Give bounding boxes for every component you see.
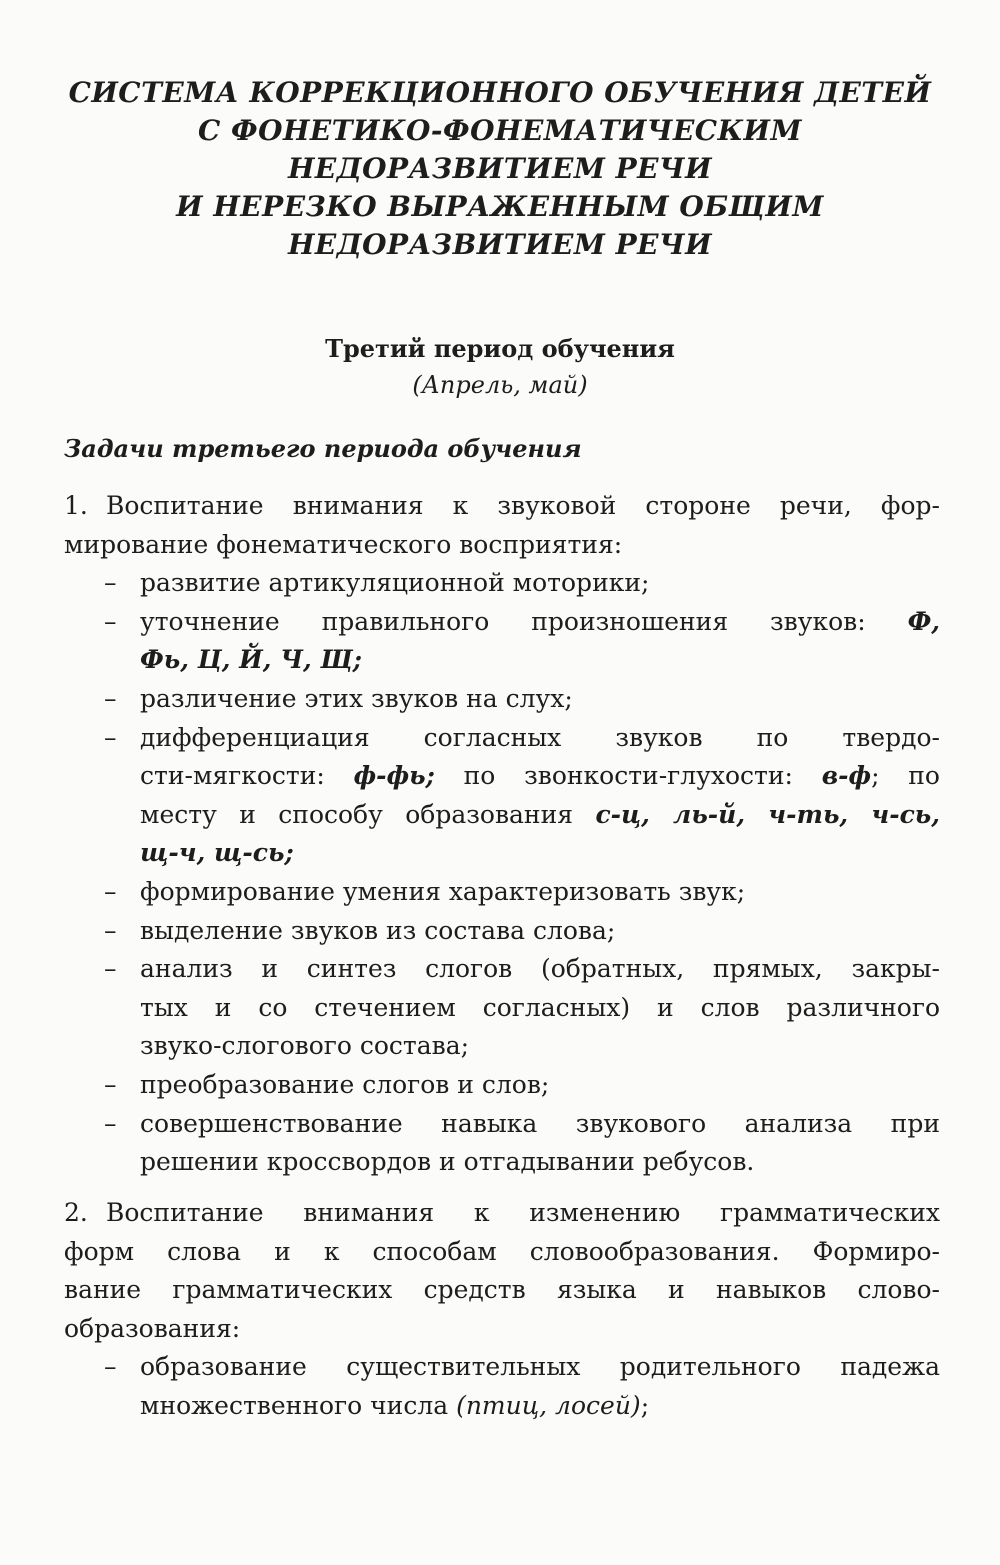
dash-bullet: – <box>104 568 117 598</box>
subitem-text: решении кроссвордов и отгадывании ребусов. <box>140 1147 755 1177</box>
sound-pair: ф-фь; <box>353 761 435 791</box>
subitem <box>64 1105 940 1182</box>
dash-bullet: – <box>104 1108 117 1138</box>
subitem-text: звуко-слогового состава; <box>140 1031 470 1061</box>
subitem-text: уточнение правильного произношения звуков: <box>140 606 908 636</box>
dash-bullet: – <box>104 1352 117 1382</box>
period-title: Третий период обучения <box>325 334 675 363</box>
period-months: (Апрель, май) <box>412 371 588 399</box>
task-lead-text: Воспитание внимания к звуковой стороне речи, фор- <box>106 491 940 520</box>
subitem <box>64 1066 940 1105</box>
dash-bullet: – <box>104 954 117 984</box>
subitem-text: различение этих звуков на слух; <box>140 683 573 713</box>
period-header <box>60 332 940 402</box>
subitem-text: развитие артикуляционной моторики; <box>140 568 650 598</box>
sound-pair: с-ц, ль-й, ч-ть, ч-сь, <box>595 799 940 829</box>
task-lead-text: Воспитание внимания к изменению грамматических <box>106 1198 940 1227</box>
sound-pair: в-ф <box>821 761 872 791</box>
subitem-text: преобразование слогов и слов; <box>140 1069 550 1099</box>
title-line: НЕДОРАЗВИТИЕМ РЕЧИ <box>287 152 713 185</box>
dash-bullet: – <box>104 876 117 906</box>
subitem-text: ; <box>640 1390 650 1420</box>
subitem <box>64 564 940 603</box>
task-lead-text: образования: <box>64 1313 241 1343</box>
subitem-text: месту и способу образования <box>140 799 596 829</box>
dash-bullet: – <box>104 915 117 945</box>
task-lead-text: форм слова и к способам словообразования. Формиро- <box>64 1236 940 1266</box>
dash-bullet: – <box>104 1069 117 1099</box>
sound-list: Фь, Ц, Й, Ч, Щ; <box>140 645 362 675</box>
subitem <box>64 873 940 912</box>
subitem-text: совершенствование навыка звукового анализа при <box>140 1108 940 1138</box>
sound-list: Ф, <box>907 606 940 636</box>
task-lead-text: мирование фонематического восприятия: <box>64 529 623 559</box>
dash-bullet: – <box>104 606 117 636</box>
subitem-text: дифференциация согласных звуков по твердо- <box>140 722 940 752</box>
task-item-1 <box>64 487 940 1182</box>
subitem <box>64 950 940 1066</box>
chapter-title <box>60 74 940 264</box>
subitem-text: по звонкости-глухости: <box>434 761 822 791</box>
tasks-heading: Задачи третьего периода обучения <box>64 434 582 463</box>
task-lead <box>64 1194 940 1348</box>
task-number: 2. <box>64 1198 88 1227</box>
dash-bullet: – <box>104 683 117 713</box>
subitem-text: выделение звуков из состава слова; <box>140 915 616 945</box>
subitem-text: анализ и синтез слогов (обратных, прямых, закры- <box>140 954 940 984</box>
task-lead <box>64 487 940 564</box>
subitem <box>64 680 940 719</box>
sound-pair: щ-ч, щ-сь; <box>140 838 294 868</box>
subitem-text: образование существительных родительного падежа <box>140 1352 940 1382</box>
title-line: И НЕРЕЗКО ВЫРАЖЕННЫМ ОБЩИМ <box>176 190 824 223</box>
subitem <box>64 912 940 951</box>
title-line: СИСТЕМА КОРРЕКЦИОННОГО ОБУЧЕНИЯ ДЕТЕЙ <box>68 76 932 109</box>
subitem-text: тых и со стечением согласных) и слов различного <box>140 992 940 1022</box>
title-line: НЕДОРАЗВИТИЕМ РЕЧИ <box>287 228 713 261</box>
task-lead-text: вание грамматических средств языка и навыков слово- <box>64 1275 940 1305</box>
dash-bullet: – <box>104 722 117 752</box>
subitem-text: ; по <box>871 761 940 791</box>
subitem-text: формирование умения характеризовать звук; <box>140 876 746 906</box>
example-words: (птиц, лосей) <box>456 1390 641 1420</box>
subitem <box>64 719 940 873</box>
task-item-2 <box>64 1194 940 1426</box>
subitem <box>64 603 940 680</box>
task-number: 1. <box>64 491 88 520</box>
subitem-text: множественного числа <box>140 1390 457 1420</box>
subitem-text: сти-мягкости: <box>140 761 354 791</box>
title-line: С ФОНЕТИКО-ФОНЕМАТИЧЕСКИМ <box>197 114 802 147</box>
subitem <box>64 1348 940 1425</box>
